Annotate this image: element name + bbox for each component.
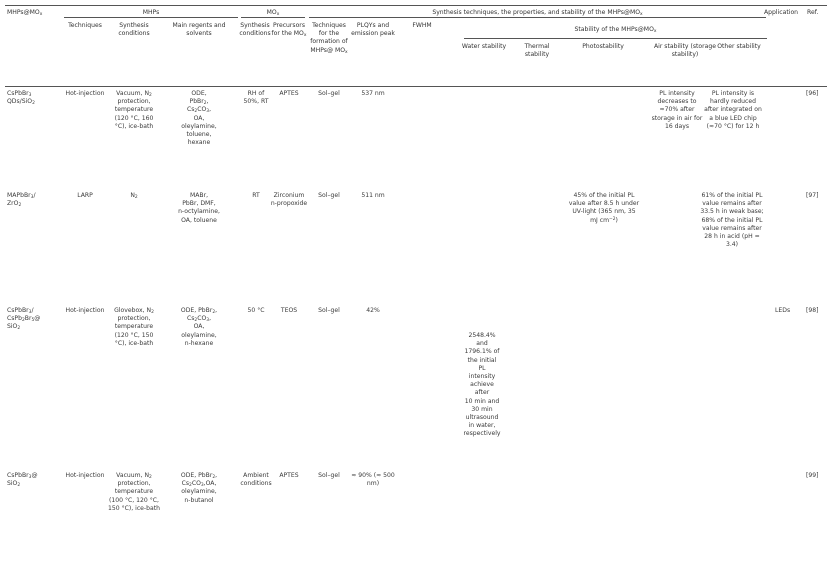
header-fwhm: FWHM xyxy=(412,22,432,29)
header-air: Air stability (storage stability) xyxy=(653,43,716,59)
header-precursors: Precursors for the MOx xyxy=(271,22,307,39)
cell-ref: [97] xyxy=(806,192,819,199)
cell-other: PL intensity is hardly reduced after integrated on a blue LED chip (≈70 °C) for 12 h xyxy=(704,90,762,130)
cell-precursor: APTES xyxy=(279,90,299,97)
cell-conditions: Vacuum, N2 protection, temperature (120 °C, 160 °C), ice-bath xyxy=(114,90,154,130)
stability-group-rule xyxy=(464,38,767,39)
cell-regents: ODE, PbBr2, Cs2CO3,OA, oleylamine, n-butanol xyxy=(180,472,218,504)
cell-plqy: 511 nm xyxy=(361,192,385,199)
cell-regents: ODE, PbBr2, Cs2CO3, OA, oleylamine, n-hexane xyxy=(180,307,218,347)
header-mhps-at-mox: MHPs@MOx xyxy=(7,9,43,17)
cell-water: 2548.4% and 1796.1% of the initial PL intensity achieve after 10 min and 30 min ultrasound in water, respectively xyxy=(463,332,501,438)
cell-other: 61% of the initial PL value remains after 33.5 h in weak base; 68% of the initial PL value remains after 28 h in acid (pH = 3.4) xyxy=(700,192,764,249)
header-synthesis-group: Synthesis techniques, the properties, and stability of the MHPs@MOx xyxy=(432,9,643,17)
cell-conditions: Vacuum, N2 protection, temperature (100 °C, 120 °C, 150 °C), ice-bath xyxy=(108,472,160,512)
cell-material: CsPbBr3 QDs/SiO2 xyxy=(7,90,35,107)
cell-photo: 45% of the initial PL value after 8.5 h under UV-light (365 nm, 35 mJ $cm^{-2}$) xyxy=(568,192,640,224)
cell-conditions: Glovebox, N2 protection, temperature (120 °C, 150 °C), ice-bath xyxy=(114,307,154,347)
cell-ref: [98] xyxy=(806,307,819,314)
cell-plqy: 42% xyxy=(366,307,380,314)
cell-material: CsPbBr3@ SiO2 xyxy=(7,472,38,489)
cell-plqy: 537 nm xyxy=(361,90,385,97)
cell-precursor: APTES xyxy=(279,472,299,479)
cell-ref: [99] xyxy=(806,472,819,479)
cell-technique: LARP xyxy=(77,192,93,199)
header-water: Water stability xyxy=(461,43,507,50)
header-application: Application xyxy=(764,9,799,16)
cell-formation: Sol–gel xyxy=(318,472,340,479)
table-top-rule xyxy=(5,5,827,6)
header-stability-group: Stability of the MHPs@MOx xyxy=(574,26,657,34)
header-formation-techniques: Techniques for the formation of MHPs@ MOx xyxy=(310,22,348,55)
header-other: Other stability xyxy=(717,43,761,50)
cell-mo-conditions: 50 °C xyxy=(247,307,265,314)
cell-plqy: ≈ 90% (≈ 500 nm) xyxy=(351,472,395,488)
cell-ref: [96] xyxy=(806,90,819,97)
cell-formation: Sol–gel xyxy=(318,307,340,314)
header-plqy: PLQYs and emission peak xyxy=(351,22,395,38)
cell-mo-conditions: RT xyxy=(252,192,260,199)
cell-formation: Sol–gel xyxy=(318,192,340,199)
cell-technique: Hot-injection xyxy=(65,307,105,314)
header-bottom-rule xyxy=(5,86,827,87)
header-mhps-group: MHPs xyxy=(142,9,160,16)
cell-precursor: Zirconium n-propoxide xyxy=(270,192,308,208)
header-thermal: Thermal stability xyxy=(524,43,550,59)
cell-material: CsPbBr3/ CsPb2Br5@ SiO2 xyxy=(7,307,41,332)
header-photo: Photostability xyxy=(582,43,624,50)
header-main-regents: Main regents and solvents xyxy=(172,22,226,38)
cell-air: PL intensity decreases to ≈70% after storage in air for 16 days xyxy=(651,90,703,130)
header-mo-synthesis-conditions: Synthesis conditions xyxy=(239,22,271,38)
cell-mo-conditions: Ambient conditions xyxy=(240,472,272,488)
cell-precursor: TEOS xyxy=(280,307,298,314)
cell-regents: MABr, PbBr, DMF, n-octylamine, OA, toluene xyxy=(178,192,220,224)
cell-technique: Hot-injection xyxy=(65,472,105,479)
cell-mo-conditions: RH of 50%, RT xyxy=(243,90,269,106)
header-techniques: Techniques xyxy=(68,22,102,29)
header-ref: Ref. xyxy=(807,9,819,16)
header-synthesis-conditions: Synthesis conditions xyxy=(118,22,150,38)
cell-regents: ODE, PbBr2, Cs2CO3, OA, oleylamine, toluene, hexane xyxy=(181,90,217,147)
cell-material: MAPbBr3/ ZrO2 xyxy=(7,192,36,209)
cell-conditions: N2 xyxy=(130,192,138,200)
header-mox-group: MOx xyxy=(266,9,280,17)
cell-application: LEDs xyxy=(775,307,791,314)
cell-technique: Hot-injection xyxy=(65,90,105,97)
cell-formation: Sol–gel xyxy=(318,90,340,97)
